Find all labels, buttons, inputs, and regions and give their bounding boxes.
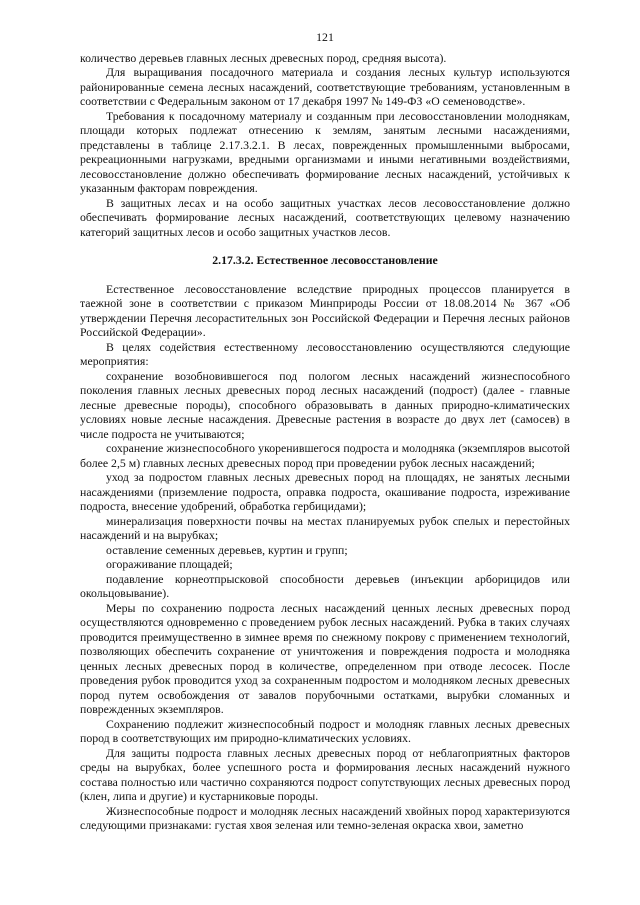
- paragraph: уход за подростом главных лесных древесных пород на площадях, не занятых лесными насаждениями (приземление подроста, оправка подроста, окашивание подроста, изреживание подроста, внесение удобрений, обработка гербицидами);: [80, 470, 570, 513]
- section-heading: 2.17.3.2. Естественное лесовосстановление: [212, 253, 438, 267]
- text-block-before-heading: [80, 51, 570, 240]
- paragraph: Жизнеспособные подрост и молодняк лесных насаждений хвойных пород характеризуются следующими признаками: густая хвоя зеленая или темно-зеленая окраска хвои, заметно: [80, 803, 570, 832]
- paragraph: Требования к посадочному материалу и созданным при лесовосстановлении молоднякам, площади которых подлежат отнесению к землям, занятым лесными насаждениями, представлены в таблице 2.17.3.2.1. В лесах, поврежденных промышленными выбросами, рекреационными нагрузками, вредными организмами и иными негативными воздействиями, лесовосстановление должно обеспечивать формирование лесных насаждений, устойчивых к указанным факторам повреждения.: [80, 108, 570, 195]
- paragraph: В защитных лесах и на особо защитных участках лесов лесовосстановление должно обеспечивать формирование лесных насаждений, соответствующих целевому назначению категорий защитных лесов и особо защитных участков лесов.: [80, 195, 570, 239]
- paragraph: огораживание площадей;: [106, 557, 233, 571]
- text-block-after-heading: [80, 282, 570, 833]
- paragraph: Меры по сохранению подроста лесных насаждений ценных лесных древесных пород осуществляются одновременно с проведением рубок лесных насаждений. Рубка в таких случаях проводится преимущественно в зимнее время по снежному покрову с применением технологий, позволяющих обеспечить сохранение от уничтожения и повреждения подроста и молодняка ценных лесных древесных пород в количестве, определенном при отводе лесосек. После проведения рубок проводится уход за сохраненным подростом и молодняком лесных древесных пород путем освобождения от завалов порубочными остатками, вырубки сломанных и поврежденных экземпляров.: [80, 600, 570, 716]
- paragraph: Для защиты подроста главных лесных древесных пород от неблагоприятных факторов среды на вырубках, более успешного роста и формирования лесных насаждений нужного состава полностью или частично сохраняются подрост сопутствующих лесных древесных пород (клен, липа и другие) и кустарниковые породы.: [80, 745, 570, 803]
- page-number: 121: [316, 30, 334, 44]
- paragraph: сохранение возобновившегося под пологом лесных насаждений жизнеспособного поколения главных лесных древесных пород лесных насаждений (подрост) (далее - главные лесные древесные породы), способного образовывать в данных природно-климатических условиях новые лесные насаждения. Древесные растения в возрасте до двух лет (самосев) в числе подроста не учитываются;: [80, 368, 570, 441]
- paragraph: минерализация поверхности почвы на местах планируемых рубок спелых и перестойных насаждений и на вырубках;: [80, 513, 570, 542]
- paragraph: Сохранению подлежит жизнеспособный подрост и молодняк главных лесных древесных пород в соответствующих им природно-климатических условиях.: [80, 716, 570, 745]
- document-page: [80, 30, 570, 833]
- paragraph: количество деревьев главных лесных древесных пород, средняя высота).: [80, 50, 447, 65]
- paragraph: Естественное лесовосстановление вследствие природных процессов планируется в таежной зоне в соответствии с приказом Минприроды России от 18.08.2014 № 367 «Об утверждении Перечня лесорастительных зон Российской Федерации и Перечня лесных районов Российской Федерации».: [80, 281, 570, 339]
- paragraph: сохранение жизнеспособного укоренившегося подроста и молодняка (экземпляров высотой более 2,5 м) главных лесных древесных пород при проведении рубок лесных насаждений;: [80, 441, 570, 470]
- paragraph: подавление корнеотпрысковой способности деревьев (инъекции арборицидов или окольцовывание).: [80, 571, 570, 600]
- paragraph: В целях содействия естественному лесовосстановлению осуществляются следующие мероприятия:: [80, 339, 570, 368]
- paragraph: оставление семенных деревьев, куртин и групп;: [106, 542, 348, 557]
- paragraph: Для выращивания посадочного материала и создания лесных культур используются районированные семена лесных насаждений, соответствующие требованиям, установленным в соответствии с Федеральным законом от 17 декабря 1997 № 149-ФЗ «О семеноводстве».: [80, 65, 570, 108]
